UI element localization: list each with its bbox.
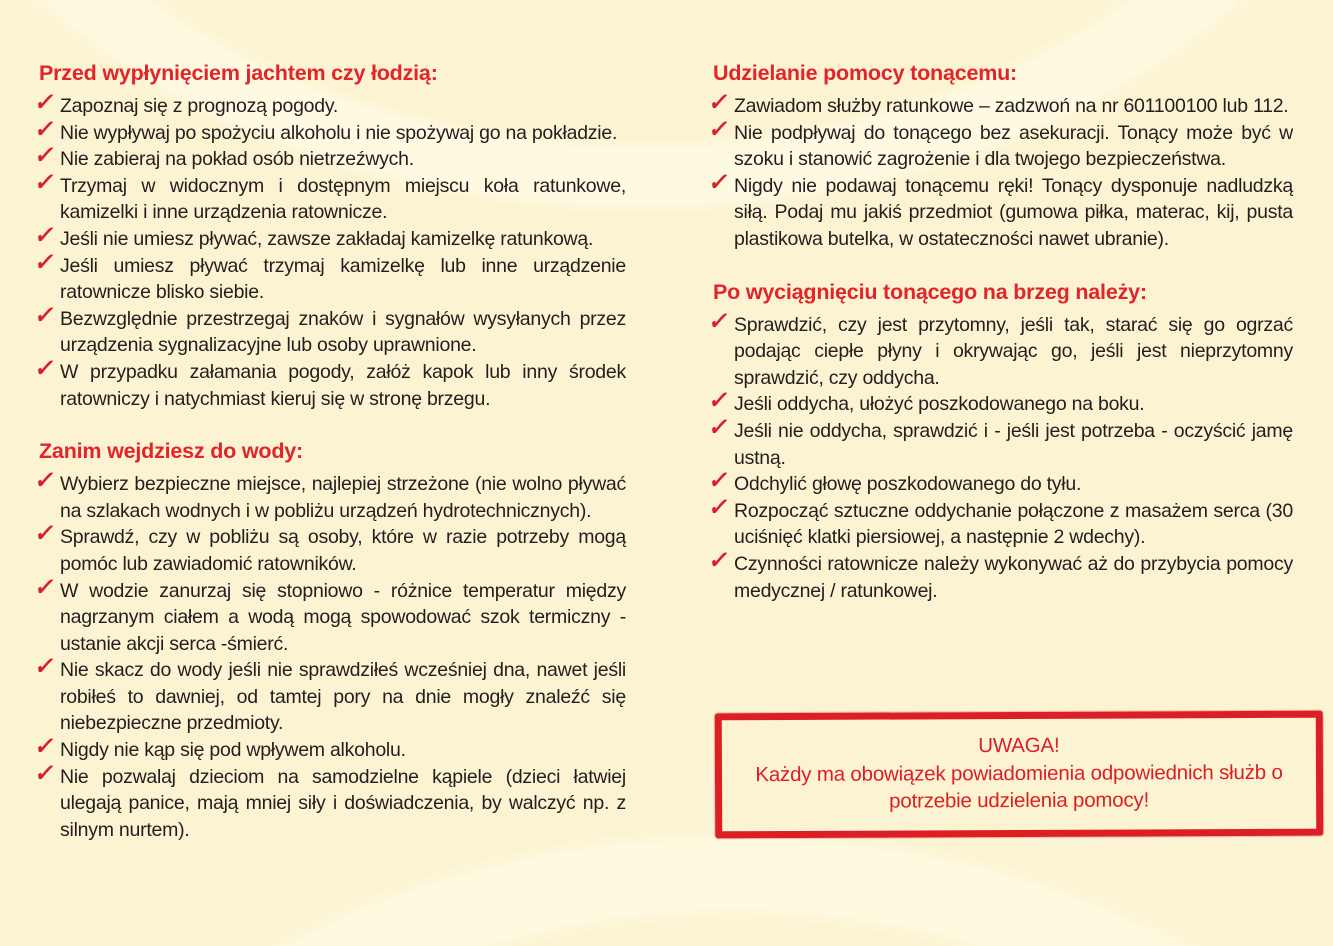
checklist-item-text: Nie pozwalaj dzieciom na samodzielne kąpiele (dzieci łatwiej ulegają panice, mają mniej siły i doświadczenia, by walczyć np. z silnym nurtem). bbox=[60, 765, 626, 841]
check-icon: ✓ bbox=[706, 546, 732, 574]
check-icon: ✓ bbox=[32, 301, 58, 329]
check-icon: ✓ bbox=[706, 387, 732, 415]
checklist-item bbox=[32, 759, 626, 844]
checklist-item bbox=[706, 546, 1293, 604]
checklist-item-text: W przypadku załamania pogody, załóż kapok lub inny środek ratowniczy i natychmiast kieruj się w stronę brzegu. bbox=[60, 360, 626, 410]
check-icon: ✓ bbox=[32, 168, 58, 196]
checklist-item bbox=[32, 248, 626, 306]
checklist-item bbox=[32, 142, 626, 173]
checklist-item-text: Sprawdź, czy w pobliżu są osoby, które w razie potrzeby mogą pomóc lub zawiadomić ratowników. bbox=[60, 526, 626, 575]
check-icon: ✓ bbox=[706, 467, 732, 495]
checklist-item-text: Trzymaj w widocznym i dostępnym miejscu koła ratunkowe, kamizelki i inne urządzenia ratownicze. bbox=[60, 174, 626, 224]
checklist-item bbox=[32, 89, 626, 120]
checklist-item-text: Zawiadom służby ratunkowe – zadzwoń na nr 601100100 lub 112. bbox=[734, 95, 1289, 117]
check-icon: ✓ bbox=[32, 759, 58, 787]
checklist-item bbox=[32, 467, 626, 524]
check-icon: ✓ bbox=[32, 354, 58, 382]
checklist-item bbox=[32, 354, 626, 412]
checklist-item bbox=[706, 387, 1293, 418]
checklist-item bbox=[32, 573, 626, 658]
check-icon: ✓ bbox=[32, 115, 58, 143]
check-icon: ✓ bbox=[706, 413, 732, 441]
checklist-item bbox=[706, 413, 1293, 471]
checklist-item bbox=[706, 115, 1293, 173]
checklist-item-text: Jeśli nie oddycha, sprawdzić i - jeśli jest potrzeba - oczyścić jamę ustną. bbox=[734, 419, 1293, 469]
check-icon: ✓ bbox=[32, 520, 58, 548]
section bbox=[32, 60, 626, 412]
right-column bbox=[706, 60, 1293, 604]
checklist-item-text: Bezwzględnie przestrzegaj znaków i sygnałów wysyłanych przez urządzenia sygnalizacyjne lub osoby uprawnione. bbox=[60, 307, 626, 357]
checklist-item-text: Nigdy nie podawaj tonącemu ręki! Tonący dysponuje nadludzką siłą. Podaj mu jakiś przedmiot (gumowa piłka, materac, kij, pusta plastikowa butelka, w ostateczności nawet ubranie). bbox=[734, 174, 1293, 250]
check-icon: ✓ bbox=[32, 89, 58, 116]
checklist-item bbox=[706, 307, 1293, 392]
checklist-item bbox=[32, 653, 626, 737]
checklist-item-text: Sprawdzić, czy jest przytomny, jeśli tak, starać się go ogrzać podając ciepłe płyny i okrywając go, jeśli jest nieprzytomny sprawdzić, czy oddycha. bbox=[734, 313, 1293, 389]
section bbox=[32, 438, 626, 843]
checklist-item-text: Odchylić głowę poszkodowanego do tyłu. bbox=[734, 473, 1082, 496]
check-icon: ✓ bbox=[32, 653, 58, 681]
notice-title: UWAGA! bbox=[978, 733, 1060, 758]
notice-box bbox=[715, 711, 1324, 838]
check-icon: ✓ bbox=[706, 168, 732, 196]
checklist-item bbox=[706, 168, 1293, 253]
checklist-item bbox=[32, 301, 626, 359]
checklist-item-text: Jeśli nie umiesz pływać, zawsze zakładaj kamizelkę ratunkową. bbox=[60, 227, 594, 250]
section-heading: Przed wypłynięciem jachtem czy łodzią: bbox=[39, 61, 438, 85]
checklist-item-text: W wodzie zanurzaj się stopniowo - różnice temperatur między nagrzanym ciałem a wodą mogą spowodować szok termiczny - ustanie akcji serca -śmierć. bbox=[60, 579, 626, 655]
checklist-item bbox=[32, 221, 626, 253]
check-icon: ✓ bbox=[32, 573, 58, 601]
checklist-item-text: Jeśli oddycha, ułożyć poszkodowanego na boku. bbox=[734, 393, 1145, 416]
checklist-item-text: Rozpocząć sztuczne oddychanie połączone z masażem serca (30 uciśnięć klatki piersiowej, a następnie 2 wdechy). bbox=[734, 499, 1293, 549]
checklist-item-text: Czynności ratownicze należy wykonywać aż do przybycia pomocy medycznej / ratunkowej. bbox=[734, 552, 1293, 602]
check-icon: ✓ bbox=[706, 307, 732, 335]
checklist-item bbox=[706, 89, 1293, 120]
checklist-item-text: Wybierz bezpieczne miejsce, najlepiej strzeżone (nie wolno pływać na szlakach wodnych i w pobliżu urządzeń hydrotechnicznych). bbox=[60, 473, 626, 522]
left-column bbox=[32, 60, 626, 843]
checklist-item-text: Nie skacz do wody jeśli nie sprawdziłeś wcześniej dna, nawet jeśli robiłeś to dawniej, od tamtej pory na dnie mogły znaleźć się niebezpieczne przedmioty. bbox=[60, 659, 626, 735]
checklist-item-text: Nie podpływaj do tonącego bez asekuracji. Tonący może być w szoku i stanowić zagrożenie i dla twojego bezpieczeństwa. bbox=[734, 121, 1293, 171]
section-heading: Zanim wejdziesz do wody: bbox=[39, 439, 303, 464]
notice-body: Każdy ma obowiązek powiadomienia odpowiednich służb o potrzebie udzielenia pomocy! bbox=[755, 760, 1283, 813]
check-icon: ✓ bbox=[32, 221, 58, 249]
check-icon: ✓ bbox=[706, 493, 732, 521]
check-icon: ✓ bbox=[706, 115, 732, 143]
check-icon: ✓ bbox=[32, 733, 58, 761]
checklist-item-text: Zapoznaj się z prognozą pogody. bbox=[60, 95, 339, 117]
checklist-item bbox=[32, 168, 626, 226]
section bbox=[706, 60, 1293, 253]
checklist-item-text: Nie wypływaj po spożyciu alkoholu i nie spożywaj go na pokładzie. bbox=[60, 121, 618, 144]
checklist-item-text: Nigdy nie kąp się pod wpływem alkoholu. bbox=[60, 739, 406, 762]
checklist-item bbox=[706, 493, 1293, 551]
check-icon: ✓ bbox=[32, 248, 58, 276]
check-icon: ✓ bbox=[32, 467, 58, 495]
checklist-item bbox=[32, 520, 626, 577]
checklist-item bbox=[32, 733, 626, 764]
check-icon: ✓ bbox=[32, 142, 58, 170]
check-icon: ✓ bbox=[706, 89, 732, 116]
checklist-item-text: Jeśli umiesz pływać trzymaj kamizelkę lub inne urządzenie ratownicze blisko siebie. bbox=[60, 254, 626, 304]
section-heading: Po wyciągnięciu tonącego na brzeg należy: bbox=[713, 279, 1147, 304]
section bbox=[706, 279, 1293, 605]
section-heading: Udzielanie pomocy tonącemu: bbox=[713, 61, 1018, 85]
checklist-item-text: Nie zabieraj na pokład osób nietrzeźwych. bbox=[60, 148, 414, 171]
checklist-item bbox=[706, 467, 1293, 498]
checklist-item bbox=[32, 115, 626, 147]
